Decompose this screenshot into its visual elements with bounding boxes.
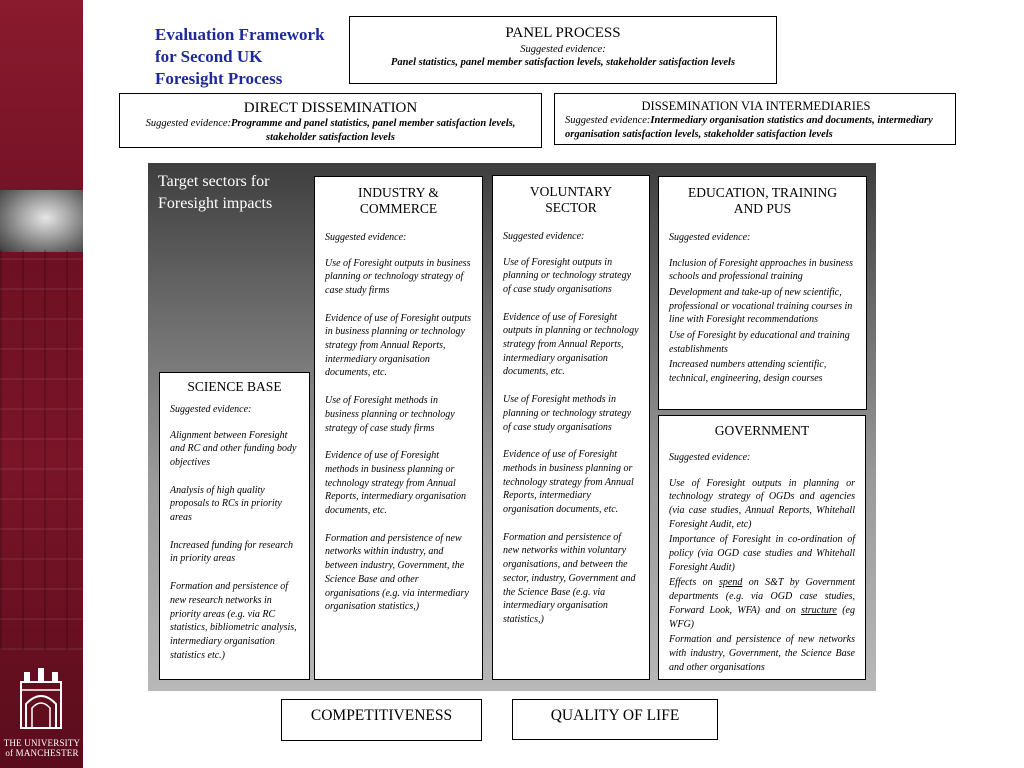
evidence-item: Formation and persistence of new networks within industry, and between industry, Government, the Science Base and other organisations (e.g. via intermediary organisation statistics,) (325, 532, 469, 613)
dissemination-intermediaries-heading: DISSEMINATION VIA INTERMEDIARIES (641, 99, 871, 113)
evidence-text: on S&T by Government departments (e.g. via OGD case studies, Forward Look, WFA) and on (669, 577, 855, 616)
voluntary-sector-label: Suggested evidence: (503, 231, 585, 242)
sidebar-pattern (0, 250, 83, 650)
evidence-item: Increased funding for research in priority areas (170, 539, 294, 565)
evidence-item: Use of Foresight by educational and training establishments (669, 330, 850, 355)
science-base-box (159, 372, 310, 680)
science-base-heading: SCIENCE BASE (187, 379, 282, 394)
education-training-heading (669, 185, 856, 217)
evidence-item: Use of Foresight outputs in planning or technology strategy of case study organisations (503, 256, 632, 295)
evidence-item: Importance of Foresight in co-ordination of policy (via OGD case studies and Whitehall Foresight Audit) (669, 534, 855, 573)
panel-process-heading: PANEL PROCESS (505, 25, 621, 41)
direct-dissemination-text (126, 117, 535, 144)
sidebar-photo (0, 190, 83, 252)
panel-process-box (349, 16, 777, 84)
evidence-item: Evidence of use of Foresight methods in business planning or technology strategy from Annual Reports, intermediary organisation documents, etc. (325, 450, 467, 517)
university-name-line1: THE UNIVERSITY (3, 738, 81, 748)
evidence-item: Inclusion of Foresight approaches in business schools and professional training (669, 257, 853, 283)
quality-of-life-box (512, 699, 718, 740)
evidence-item: Formation and persistence of new networks within voluntary organisations, and between the sector, industry, Government and the Science Base (e.g. via intermediary organisation statistics,) (503, 531, 636, 625)
direct-dissemination-evidence: Programme and panel statistics, panel member satisfaction levels, stakeholder satisfaction levels (231, 118, 516, 143)
target-sectors-label (158, 171, 308, 215)
government-heading: GOVERNMENT (714, 423, 810, 438)
evidence-item: Evidence of use of Foresight outputs in business planning or technology strategy from Annual Reports, intermediary organisation documents, etc. (325, 312, 471, 379)
evidence-item: Use of Foresight methods in business planning or technology strategy of case study firms (325, 395, 455, 434)
evidence-text: (eg WFG) (669, 604, 855, 630)
target-sectors-label-line2: Foresight impacts (158, 195, 273, 212)
university-name (2, 738, 82, 758)
education-training-label: Suggested evidence: (669, 232, 751, 243)
direct-dissemination-label: Suggested evidence: (145, 118, 232, 129)
evidence-item: Increased numbers attending scientific, technical, engineering, design courses (669, 359, 827, 385)
dissemination-intermediaries-evidence: Intermediary organisation statistics and documents, intermediary organisation satisfaction levels, stakeholder satisfaction levels (565, 115, 933, 140)
government-box (658, 415, 866, 680)
evidence-item: Formation and persistence of new research networks in priority areas (e.g. via RC statistics, bibliometric analysis, intermediary organisation statistics etc.) (170, 581, 297, 661)
science-base-label: Suggested evidence: (170, 404, 252, 415)
direct-dissemination-box (119, 93, 542, 148)
competitiveness-label: COMPETITIVENESS (310, 707, 453, 724)
title-line3: Foresight Process (155, 69, 283, 88)
evidence-item: Alignment between Foresight and RC and other funding body objectives (170, 429, 297, 468)
evidence-item: Evidence of use of Foresight methods in business planning or technology strategy from Annual Reports, intermediary organisation documents, etc. (503, 449, 634, 516)
voluntary-sector-heading-line2: SECTOR (545, 200, 597, 215)
government-label: Suggested evidence: (669, 452, 751, 463)
voluntary-sector-heading (503, 184, 639, 216)
title-line1: Evaluation Framework (155, 25, 325, 44)
page-title (155, 24, 350, 90)
competitiveness-box (281, 699, 482, 741)
evidence-item (669, 576, 855, 631)
education-training-heading-line2: AND PUS (733, 201, 792, 216)
evidence-text: Effects on (669, 577, 720, 589)
industry-commerce-heading (325, 185, 472, 217)
direct-dissemination-heading: DIRECT DISSEMINATION (243, 100, 418, 116)
panel-process-evidence: Panel statistics, panel member satisfaction levels, stakeholder satisfaction levels (390, 57, 736, 68)
evidence-item: Analysis of high quality proposals to RCs in priority areas (170, 484, 282, 524)
evidence-item: Use of Foresight outputs in business planning or technology strategy of case study firms (325, 257, 471, 296)
evidence-underlined-spend: spend (719, 577, 743, 589)
industry-commerce-box (314, 176, 483, 680)
panel-process-label: Suggested evidence: (520, 44, 606, 55)
education-training-box (658, 176, 867, 410)
education-training-heading-line1: EDUCATION, TRAINING (688, 185, 837, 200)
target-sectors-label-line1: Target sectors for (158, 173, 270, 190)
dissemination-intermediaries-text (565, 114, 947, 141)
dissemination-intermediaries-box (554, 93, 956, 145)
evidence-item: Use of Foresight methods in planning or technology strategy of case study organisations (503, 394, 632, 433)
university-sidebar (0, 0, 83, 768)
university-name-line2: of MANCHESTER (5, 748, 79, 758)
industry-commerce-heading-line1: INDUSTRY & (358, 185, 439, 200)
quality-of-life-label: QUALITY OF LIFE (550, 707, 680, 724)
voluntary-sector-box (492, 175, 650, 680)
evidence-item: Development and take-up of new scientific, professional or vocational training courses in line with Foresight recommendations (669, 286, 853, 326)
evidence-item: Evidence of use of Foresight outputs in planning or technology strategy from Annual Reports, intermediary organisation documents, etc. (503, 311, 639, 378)
industry-commerce-heading-line2: COMMERCE (359, 201, 438, 216)
evidence-item: Formation and persistence of new networks with industry, Government, the Science Base and other organisations (669, 634, 855, 673)
title-line2: for Second UK (155, 47, 263, 66)
evidence-item: Use of Foresight outputs in planning or technology strategy of OGDs and agencies (via case studies, Annual Reports, Whitehall Foresight Audit, etc) (669, 477, 855, 530)
evidence-underlined-structure: structure (801, 604, 837, 616)
industry-commerce-label: Suggested evidence: (325, 232, 407, 243)
university-crest-icon (18, 668, 64, 730)
voluntary-sector-heading-line1: VOLUNTARY (529, 184, 613, 199)
dissemination-intermediaries-label: Suggested evidence: (565, 115, 651, 126)
